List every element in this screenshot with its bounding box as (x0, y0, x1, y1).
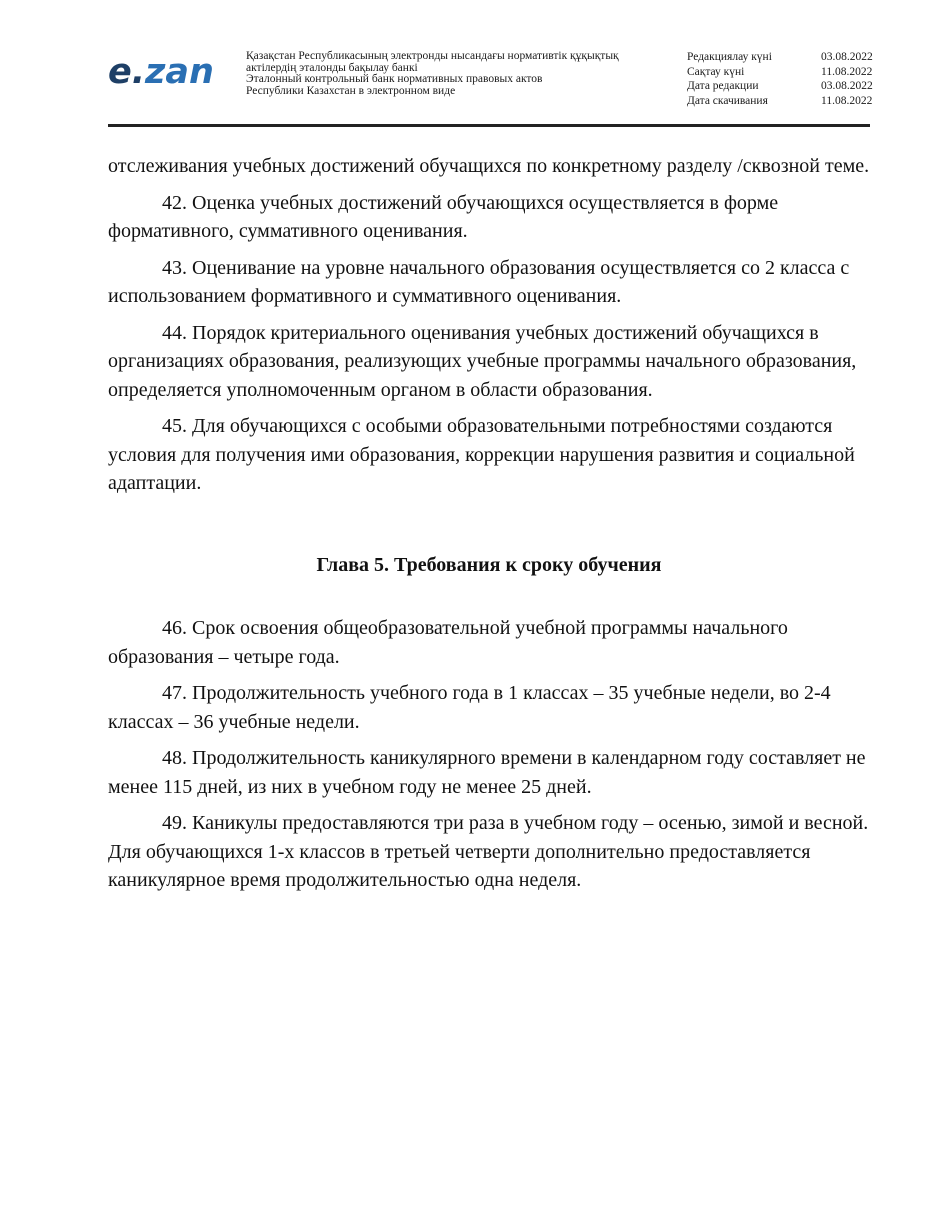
ezan-logo (108, 52, 214, 92)
meta-label: Дата скачивания (687, 94, 768, 107)
paragraph-47: 47. Продолжительность учебного года в 1 классах – 35 учебные недели, во 2-4 классах – 36 учебные недели. (108, 682, 831, 733)
paragraph-48: 48. Продолжительность каникулярного времени в календарном году составляет не менее 115 дней, из них в учебном году не менее 25 дней. (108, 747, 866, 798)
document-header (108, 44, 873, 128)
description-line: Республики Казахстан в электронном виде (246, 84, 456, 97)
header-divider (108, 124, 870, 127)
paragraph-44: 44. Порядок критериального оценивания учебных достижений обучащихся в организациях образования, реализующих учебные программы начального образования, определяется уполномоченным органом в области образования. (108, 321, 857, 401)
paragraph-49: 49. Каникулы предоставляются три раза в учебном году – осенью, зимой и весной. Для обучающихся 1-х классов в третьей четверти дополнительно предоставляется каникулярное время продолжительностью одна неделя. (108, 812, 869, 891)
logo-zan: zan (145, 52, 214, 92)
meta-value: 03.08.2022 (821, 51, 873, 63)
paragraph-46: 46. Срок освоения общеобразовательной учебной программы начального образования – четыре года. (108, 617, 788, 668)
paragraph-43: 43. Оценивание на уровне начального образования осуществляется со 2 класса с использованием формативного и суммативного оценивания. (108, 256, 850, 307)
meta-value: 11.08.2022 (821, 94, 873, 107)
meta-label: Сақтау күні (687, 65, 745, 78)
paragraph-continuation: отслеживания учебных достижений обучащихся по конкретному разделу /сквозной теме. (108, 155, 870, 177)
paragraph-45: 45. Для обучающихся с особыми образовательными потребностями создаются условия для получения ими образования, коррекции нарушения развития и социальной адаптации. (108, 415, 855, 494)
meta-row-download-date (687, 94, 877, 109)
description-line: Қазақстан Республикасының электронды нысандағы нормативтік құқықтық (246, 50, 619, 62)
meta-value: 03.08.2022 (821, 80, 873, 92)
document-dates (687, 50, 877, 108)
bank-description (246, 51, 666, 97)
logo-dot: . (131, 52, 146, 92)
description-line: Эталонный контрольный банк нормативных правовых актов (246, 73, 543, 85)
paragraph-42: 42. Оценка учебных достижений обучающихся осуществляется в форме формативного, суммативного оценивания. (108, 191, 779, 242)
meta-row-edit-date (687, 79, 877, 94)
logo-e: e (108, 52, 132, 92)
chapter-heading: Глава 5. Требования к сроку обучения (316, 553, 662, 576)
document-body (108, 152, 870, 903)
description-line: актілердің эталонды бақылау банкі (246, 61, 418, 74)
meta-row-edit-date-kz (687, 50, 877, 65)
meta-value: 11.08.2022 (821, 65, 873, 78)
meta-row-save-date-kz (687, 65, 877, 80)
meta-label: Редакциялау күні (687, 51, 772, 63)
meta-label: Дата редакции (687, 80, 759, 92)
